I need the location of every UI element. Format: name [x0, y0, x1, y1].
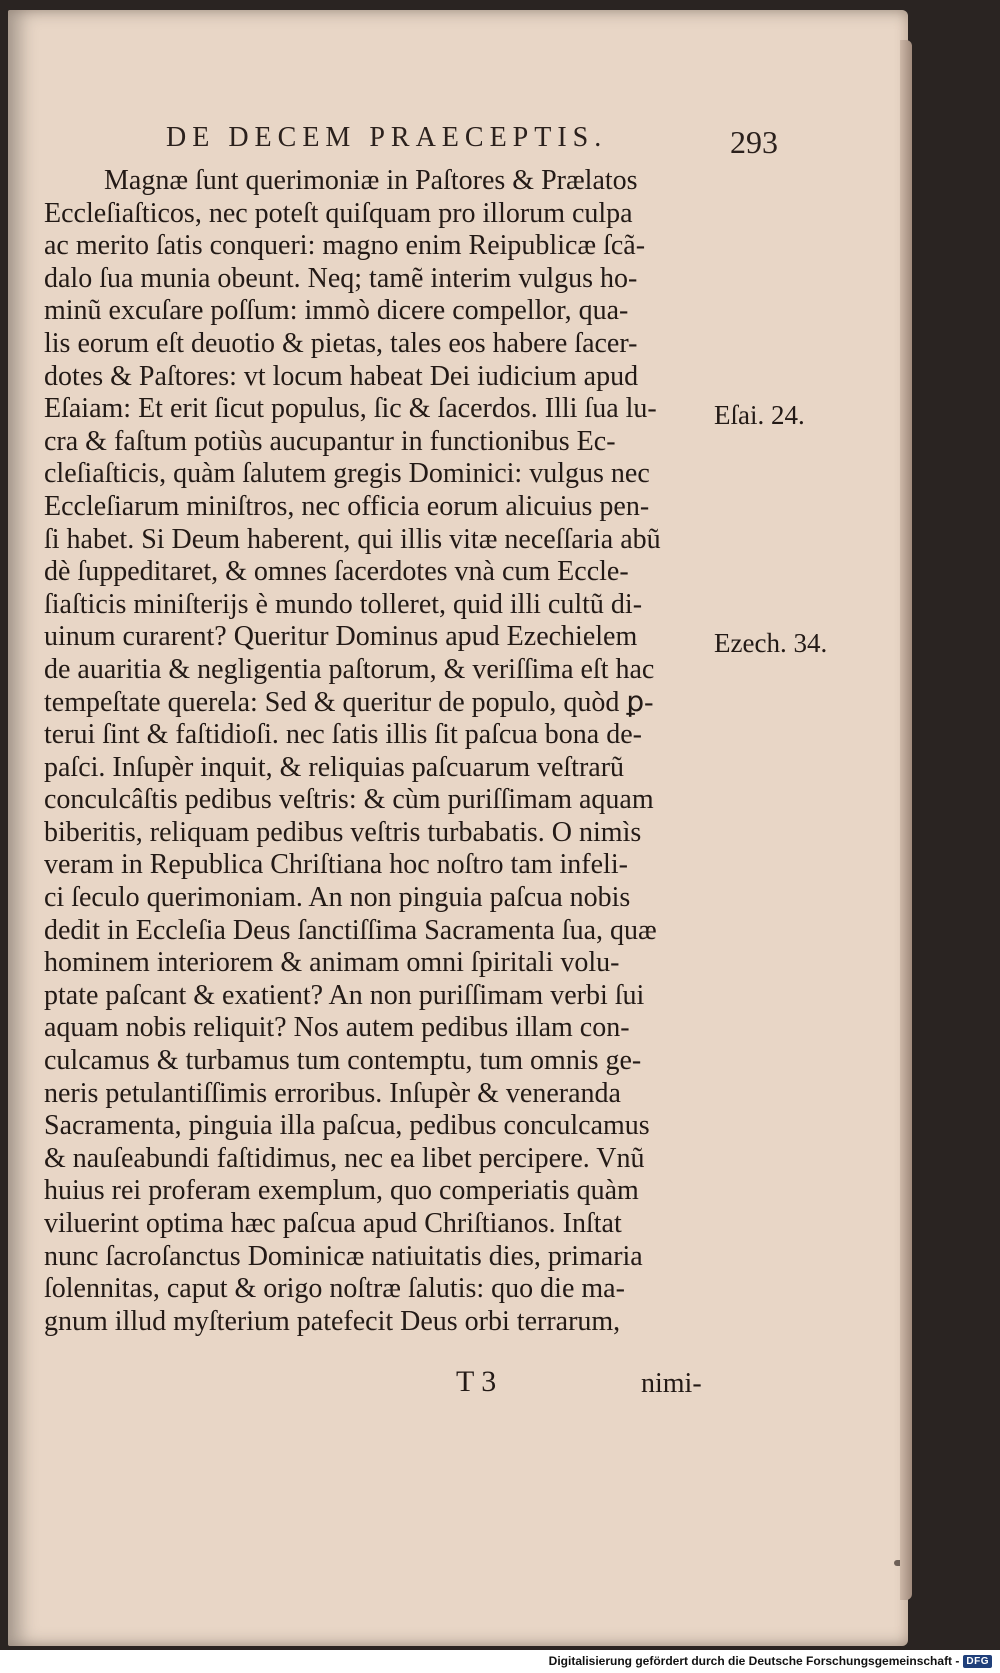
text-line: uinum curarent? Queritur Dominus apud Ezechielem	[44, 621, 638, 653]
text-line: dedit in Eccleſia Deus ſanctiſſima Sacramenta ſua, quæ	[44, 914, 657, 946]
text-line: gnum illud myſterium patefecit Deus orbi terrarum,	[44, 1305, 621, 1337]
marginal-note-esai: Eſai. 24.	[714, 400, 805, 430]
page-number: 293	[730, 124, 778, 160]
text-line: minũ excuſare poſſum: immò dicere compellor, qua-	[44, 295, 629, 327]
text-line: culcamus & turbamus tum contemptu, tum omnis ge-	[44, 1045, 642, 1077]
text-line: lis eorum eſt deuotio & pietas, tales eos habere ſacer-	[44, 327, 638, 359]
text-line: cra & faſtum potiùs aucupantur in functionibus Ec-	[44, 425, 616, 457]
text-line: cleſiaſticis, quàm ſalutem gregis Dominici: vulgus nec	[44, 458, 650, 490]
text-line: ptate paſcant & exatient? An non puriſſimam verbi ſui	[44, 979, 645, 1011]
page-edge	[900, 40, 912, 1600]
text-line: Eccleſiarum miniſtros, nec officia eorum alicuius pen-	[44, 490, 650, 522]
text-line: viluerint optima hæc paſcua apud Chriſtianos. Inſtat	[44, 1208, 622, 1239]
dfg-logo-icon: DFG	[963, 1655, 992, 1668]
text-line: nunc ſacroſanctus Dominicæ natiuitatis dies, primaria	[44, 1240, 643, 1272]
text-line: terui ſint & faſtidioſi. nec ſatis illis ſit paſcua bona de-	[44, 719, 642, 751]
text-line: Magnæ ſunt querimoniæ in Paſtores & Prælatos	[104, 165, 638, 196]
text-line: Eſaiam: Et erit ſicut populus, ſic & ſacerdos. Illi ſua lu-	[44, 393, 657, 425]
running-head: DE DECEM PRAECEPTIS.	[166, 122, 608, 153]
body-text	[44, 165, 724, 1338]
text-line: ſi habet. Si Deum haberent, qui illis vitæ neceſſaria abũ	[44, 523, 661, 555]
book-page	[8, 10, 908, 1646]
marginal-note-ezech: Ezech. 34.	[714, 628, 828, 658]
text-line: dalo ſua munia obeunt. Neq; tamẽ interim vulgus ho-	[44, 262, 638, 294]
signature-mark: T 3	[456, 1365, 497, 1398]
text-line: Sacramenta, pinguia illa paſcua, pedibus conculcamus	[44, 1110, 650, 1142]
text-line: paſci. Inſupèr inquit, & reliquias paſcuarum veſtrarũ	[44, 751, 625, 783]
text-line: Eccleſiaſticos, nec poteſt quiſquam pro illorum culpa	[44, 197, 633, 229]
text-line: ac merito ſatis conqueri: magno enim Reipublicæ ſcã-	[44, 230, 646, 262]
text-line: conculcâſtis pedibus veſtris: & cùm puriſſimam aquam	[44, 784, 654, 816]
catchword: nimi-	[641, 1368, 702, 1399]
text-line: aquam nobis reliquit? Nos autem pedibus illam con-	[44, 1012, 630, 1044]
text-line: ci ſeculo querimoniam. An non pinguia paſcua nobis	[44, 882, 631, 914]
text-line: veram in Republica Chriſtiana hoc noſtro tam infeli-	[44, 849, 628, 881]
digitization-credit	[549, 1651, 992, 1671]
text-line: dè ſuppeditaret, & omnes ſacerdotes vnà cum Eccle-	[44, 556, 629, 588]
credit-text: Digitalisierung gefördert durch die Deutsche Forschungsgemeinschaft -	[548, 1654, 960, 1668]
text-line: & nauſeabundi faſtidimus, nec ea libet percipere. Vnũ	[44, 1142, 645, 1174]
text-line: hominem interiorem & animam omni ſpiritali volu-	[44, 947, 620, 979]
text-line: tempeſtate querela: Sed & queritur de populo, quòd ꝑ-	[44, 686, 654, 718]
text-line: neris petulantiſſimis erroribus. Inſupèr & veneranda	[44, 1077, 621, 1109]
text-line: dotes & Paſtores: vt locum habeat Dei iudicium apud	[44, 360, 639, 392]
text-line: ſolennitas, caput & origo noſtræ ſalutis: quo die ma-	[44, 1273, 625, 1305]
text-line: biberitis, reliquam pedibus veſtris turbabatis. O nimìs	[44, 816, 642, 848]
text-line: de auaritia & negligentia paſtorum, & veriſſima eſt hac	[44, 653, 655, 685]
text-line: huius rei proferam exemplum, quo comperiatis quàm	[44, 1175, 639, 1207]
text-line: ſiaſticis miniſterijs è mundo tolleret, quid illi cultũ di-	[44, 588, 643, 620]
